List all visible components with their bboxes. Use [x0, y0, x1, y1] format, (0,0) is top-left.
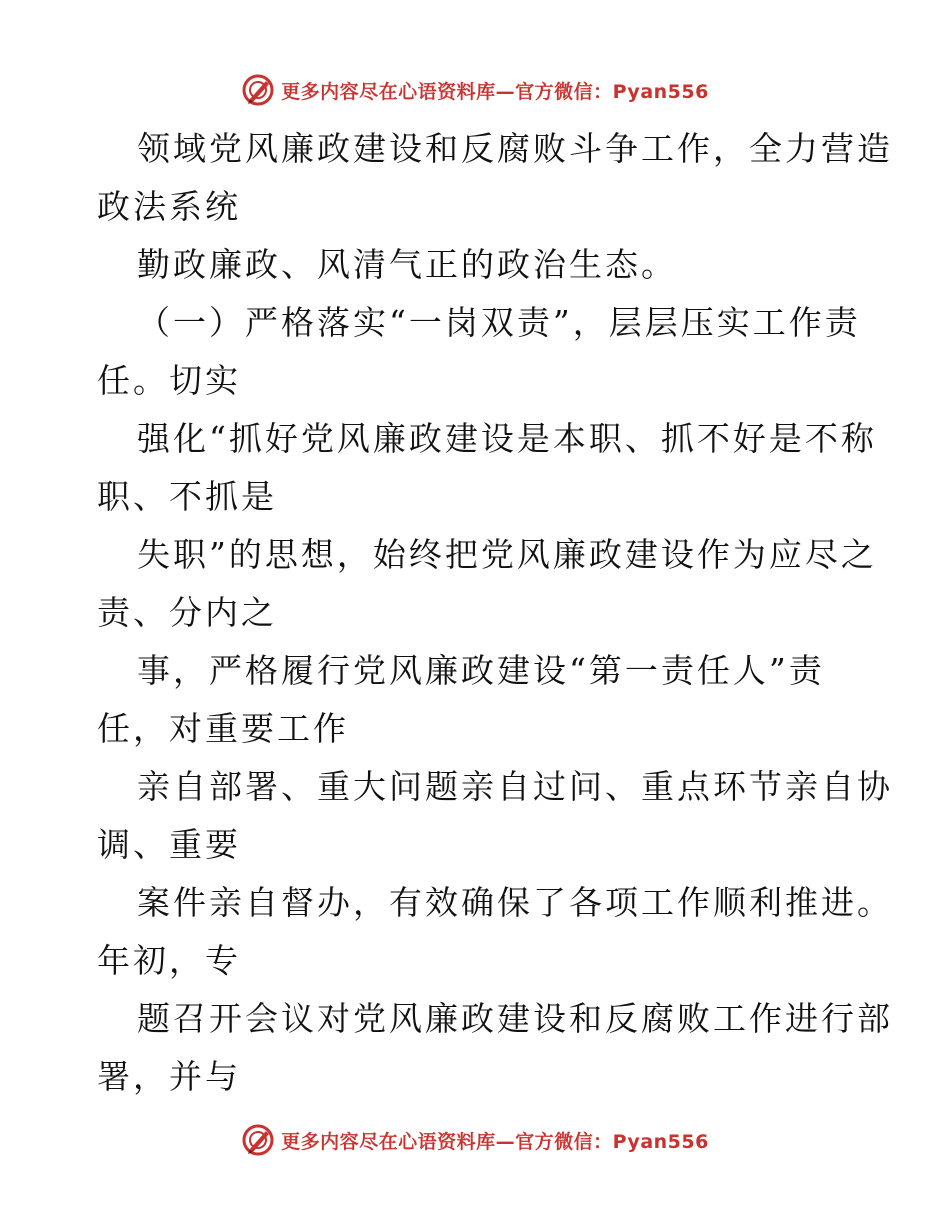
- text-line: 年初，专: [97, 941, 241, 980]
- text-line: 调、重要: [97, 825, 241, 864]
- pen-seal-logo-icon: [241, 1123, 275, 1157]
- footer-banner: [0, 1120, 950, 1160]
- text-line: 事，严格履行党风廉政建设“第一责任人”责: [137, 651, 825, 690]
- text-line: （一）严格落实“一岗双责”，层层压实工作责: [137, 303, 861, 342]
- text-line: 案件亲自督办，有效确保了各项工作顺利推进。: [137, 883, 893, 922]
- text-line: 失职”的思想，始终把党风廉政建设作为应尽之: [137, 535, 877, 574]
- text-line: 题召开会议对党风廉政建设和反腐败工作进行部: [137, 999, 893, 1038]
- pen-seal-logo-icon: [241, 73, 275, 107]
- text-line: 亲自部署、重大问题亲自过问、重点环节亲自协: [137, 767, 893, 806]
- document-body: [97, 120, 893, 1106]
- text-line: 任，对重要工作: [97, 709, 349, 748]
- text-line: 勤政廉政、风清气正的政治生态。: [137, 245, 677, 284]
- text-line: 署，并与: [97, 1057, 241, 1096]
- text-line: 领域党风廉政建设和反腐败斗争工作，全力营造: [137, 129, 893, 168]
- header-banner: [0, 70, 950, 110]
- text-line: 责、分内之: [97, 593, 277, 632]
- text-line: 政法系统: [97, 187, 241, 226]
- text-line: 强化“抓好党风廉政建设是本职、抓不好是不称: [137, 419, 877, 458]
- footer-banner-text: 更多内容尽在心语资料库—官方微信：Pyan556: [281, 1130, 709, 1153]
- text-line: 任。切实: [97, 361, 241, 400]
- header-banner-text: 更多内容尽在心语资料库—官方微信：Pyan556: [281, 80, 709, 103]
- text-line: 职、不抓是: [97, 477, 277, 516]
